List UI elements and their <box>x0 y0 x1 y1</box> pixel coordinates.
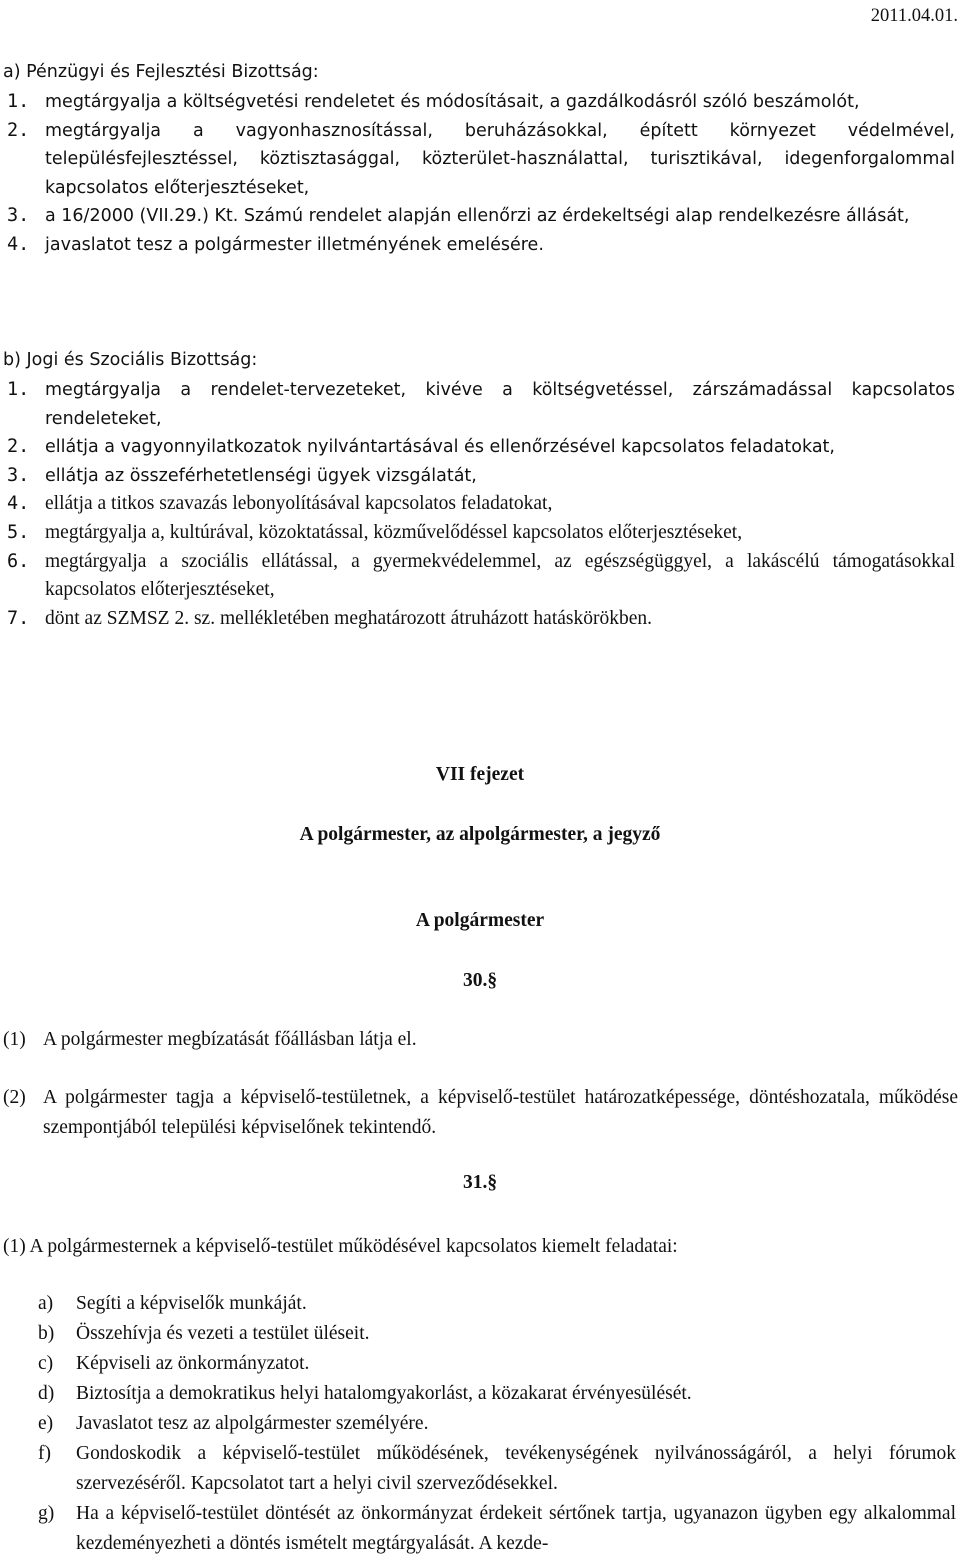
list-item-letter: d) <box>38 1383 55 1404</box>
chapter-subtitle: A polgármester <box>415 910 545 931</box>
list-item-number: 5. <box>7 521 30 543</box>
list-item-text: Gondoskodik a képviselő-testület működésének, tevékenységének nyilvánosságáról, a helyi fórumok szervezéséről. Kapcsolatot tart a helyi civil szerveződésekkel. <box>76 1443 956 1494</box>
list-item-text: Javaslatot tesz az alpolgármester személyére. <box>76 1413 429 1434</box>
section-30-paragraph-2 <box>3 1083 958 1143</box>
list-item <box>38 1379 956 1409</box>
list-item <box>38 1289 956 1319</box>
list-item-letter: f) <box>38 1443 51 1464</box>
list-item <box>38 1319 956 1349</box>
paragraph-number: (1) <box>3 1029 26 1050</box>
list-item-text: javaslatot tesz a polgármester illetményének emelésére. <box>45 234 544 255</box>
list-item-text: megtárgyalja a szociális ellátással, a gyermekvédelemmel, az egészségüggyel, a lakáscélú támogatásokkal kapcsolatos előterjesztéseket, <box>45 550 955 601</box>
list-item-letter: g) <box>38 1503 55 1524</box>
list-item <box>38 1409 956 1439</box>
list-item-number: 6. <box>7 550 30 572</box>
section-30-paragraph-1 <box>3 1025 958 1055</box>
paragraph-number: (2) <box>3 1087 26 1108</box>
list-item-text: a 16/2000 (VII.29.) Kt. Számú rendelet alapján ellenőrzi az érdekeltségi alap rendelkezésre állását, <box>45 206 910 227</box>
list-item-number: 3. <box>7 205 30 227</box>
section-31-label: 31.§ <box>462 1172 498 1193</box>
committee-b-section <box>3 346 955 633</box>
list-item-text: ellátja az összeférhetetlenségi ügyek vizsgálatát, <box>45 465 477 486</box>
list-item <box>38 1349 956 1379</box>
list-item-text: megtárgyalja a rendelet-tervezeteket, kivéve a költségvetéssel, zárszámadással kapcsolatos rendeleteket, <box>45 380 955 429</box>
section-31-list <box>38 1289 956 1559</box>
list-item-number: 4. <box>7 493 30 515</box>
list-item <box>38 1499 956 1559</box>
list-item-number: 4. <box>7 233 30 255</box>
list-item <box>3 490 955 519</box>
list-item <box>3 433 955 462</box>
list-item-text: Összehívja és vezeti a testület üléseit. <box>76 1323 370 1344</box>
paragraph-text: A polgármester tagja a képviselő-testületnek, a képviselő-testület határozatképessége, döntéshozatala, működése szempontjából települési képviselőnek tekintendő. <box>43 1087 958 1138</box>
list-item <box>3 376 955 433</box>
list-item-text: megtárgyalja a költségvetési rendeletet és módosításait, a gazdálkodásról szóló beszámolót, <box>45 92 860 112</box>
list-item-text: ellátja a vagyonnyilatkozatok nyilvántartásával és ellenőrzésével kapcsolatos feladatokat, <box>45 437 835 458</box>
list-item-number: 2. <box>7 436 30 458</box>
list-item-letter: e) <box>38 1413 54 1434</box>
paragraph-text: A polgármester megbízatását főállásban látja el. <box>43 1029 417 1050</box>
list-item-text: megtárgyalja a vagyonhasznosítással, beruházásokkal, épített környezet védelmével, településfejlesztéssel, köztisztasággal, közterület-használattal, turisztikával, idegenforgalommal kapcsolatos előterjesztéseket, <box>45 120 955 198</box>
list-item <box>3 605 955 634</box>
list-item-text: dönt az SZMSZ 2. sz. mellékletében meghatározott átruházott hatáskörökben. <box>45 607 653 629</box>
list-item-number: 1. <box>7 91 30 112</box>
list-item <box>3 202 955 231</box>
list-item-number: 2. <box>7 119 30 141</box>
chapter-title: A polgármester, az alpolgármester, a jegyző <box>299 824 661 845</box>
list-item-text: Biztosítja a demokratikus helyi hatalomgyakorlást, a közakarat érvényesülését. <box>76 1383 692 1404</box>
list-item <box>3 117 955 203</box>
list-item-letter: a) <box>38 1293 54 1314</box>
list-item-text: ellátja a titkos szavazás lebonyolításával kapcsolatos feladatokat, <box>45 493 553 515</box>
chapter-label: VII fejezet <box>435 764 525 785</box>
list-item-text: Ha a képviselő-testület döntését az önkormányzat érdekeit sértőnek tartja, ugyanazon ügyben egy alkalommal kezdeményezheti a döntés ismételt megtárgyalását. A kezde- <box>76 1503 956 1554</box>
list-item <box>38 1439 956 1499</box>
section-30-label: 30.§ <box>462 970 498 991</box>
list-item <box>3 231 955 260</box>
committee-a-section <box>3 58 955 260</box>
list-item-text: Képviseli az önkormányzatot. <box>76 1353 310 1374</box>
committee-b-title: b) Jogi és Szociális Bizottság: <box>3 350 258 370</box>
list-item-text: Segíti a képviselők munkáját. <box>76 1293 307 1314</box>
list-item <box>3 462 955 491</box>
list-item <box>3 548 955 605</box>
list-item-letter: b) <box>38 1323 55 1344</box>
list-item <box>3 88 955 117</box>
list-item-letter: c) <box>38 1353 54 1374</box>
section-31-intro: (1) A polgármesternek a képviselő-testület működésével kapcsolatos kiemelt feladatai: <box>3 1236 678 1257</box>
list-item-number: 3. <box>7 464 30 486</box>
list-item-text: megtárgyalja a, kultúrával, közoktatással, közművelődéssel kapcsolatos előterjesztéseket, <box>45 521 743 543</box>
list-item <box>3 519 955 548</box>
list-item-number: 1. <box>7 379 30 400</box>
page-date: 2011.04.01. <box>870 6 958 26</box>
committee-a-title: a) Pénzügyi és Fejlesztési Bizottság: <box>3 62 319 82</box>
list-item-number: 7. <box>7 607 30 629</box>
